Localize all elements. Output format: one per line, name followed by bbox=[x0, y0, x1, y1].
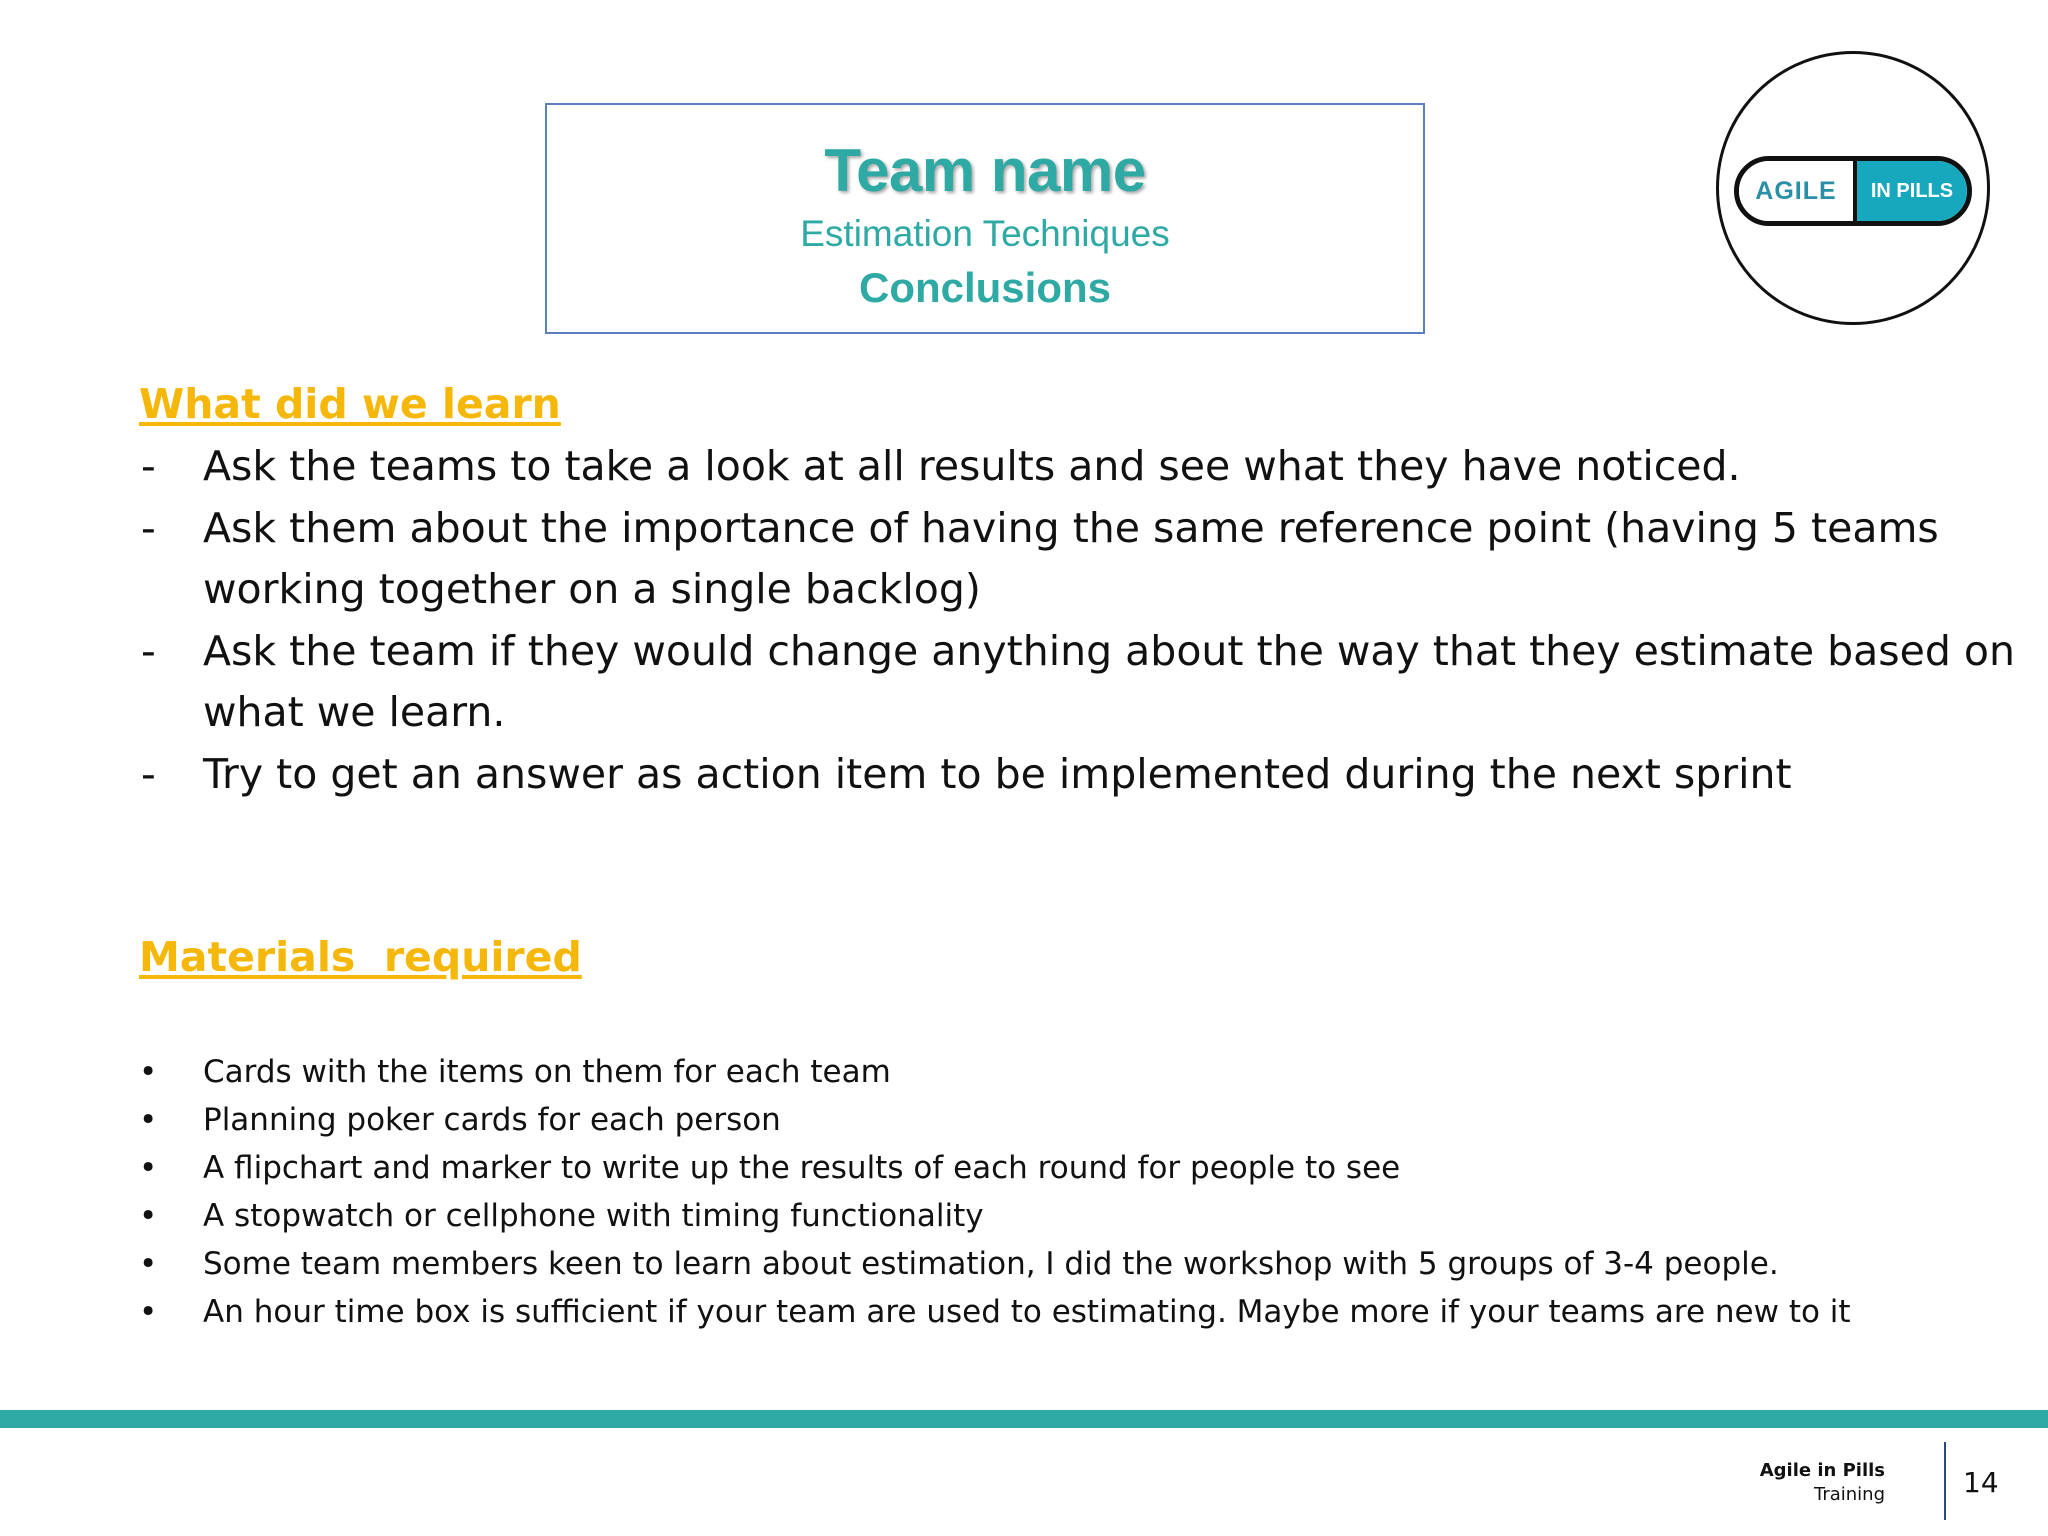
materials-item bbox=[139, 1096, 2019, 1144]
learn-item-text: Ask the teams to take a look at all results and see what they have noticed. bbox=[203, 442, 1741, 490]
footer-label: Training bbox=[1813, 1484, 1885, 1505]
learn-item bbox=[139, 498, 2019, 621]
materials-item-text: Cards with the items on them for each team bbox=[203, 1054, 891, 1090]
bullet-icon: • bbox=[139, 1054, 158, 1090]
materials-heading: Materials required bbox=[139, 933, 582, 981]
logo-left-text: AGILE bbox=[1739, 161, 1853, 221]
bullet-icon: • bbox=[139, 1246, 158, 1282]
bullet-icon: • bbox=[139, 1102, 158, 1138]
logo-right-text: IN PILLS bbox=[1853, 161, 1967, 221]
learn-heading: What did we learn bbox=[139, 380, 561, 428]
materials-item bbox=[139, 1288, 2019, 1336]
bullet-icon: • bbox=[139, 1294, 158, 1330]
materials-item-text: A stopwatch or cellphone with timing functionality bbox=[203, 1198, 984, 1234]
slide-section-title: Conclusions bbox=[858, 264, 1112, 311]
materials-item bbox=[139, 1192, 2019, 1240]
materials-item-text: Planning poker cards for each person bbox=[203, 1102, 781, 1138]
page-number: 14 bbox=[1963, 1466, 1999, 1499]
materials-item-text: Some team members keen to learn about estimation, I did the workshop with 5 groups of 3-4 people. bbox=[203, 1246, 1779, 1282]
dash-marker: - bbox=[141, 749, 156, 798]
footer-divider bbox=[1944, 1442, 1946, 1520]
slide-subtitle: Estimation Techniques bbox=[800, 213, 1170, 254]
learn-item-text: Ask them about the importance of having the same reference point (having 5 teams working together on a single backlog) bbox=[203, 503, 1939, 613]
footer-company: Agile in Pills bbox=[1759, 1460, 1885, 1481]
learn-list bbox=[139, 436, 2019, 805]
learn-item bbox=[139, 436, 2019, 498]
learn-item-text: Try to get an answer as action item to be implemented during the next sprint bbox=[203, 749, 1792, 798]
materials-item bbox=[139, 1048, 2019, 1096]
learn-item bbox=[139, 621, 2019, 744]
materials-item bbox=[139, 1240, 2019, 1288]
bullet-icon: • bbox=[139, 1198, 158, 1234]
dash-marker: - bbox=[141, 503, 156, 552]
materials-item-text: A flipchart and marker to write up the results of each round for people to see bbox=[203, 1150, 1401, 1186]
learn-item-text: Ask the team if they would change anything about the way that they estimate based on what we learn. bbox=[203, 626, 2015, 736]
bullet-icon: • bbox=[139, 1150, 158, 1186]
learn-item bbox=[139, 744, 2019, 806]
dash-marker: - bbox=[141, 442, 156, 490]
agile-in-pills-logo bbox=[1716, 51, 1990, 325]
title-box bbox=[545, 103, 1425, 334]
materials-item bbox=[139, 1144, 2019, 1192]
pill-logo-icon bbox=[1734, 156, 1972, 226]
footer-branding bbox=[1760, 1460, 1885, 1505]
footer-accent-bar bbox=[0, 1410, 2048, 1428]
slide-title: Team name bbox=[824, 137, 1146, 204]
dash-marker: - bbox=[141, 626, 156, 675]
materials-list bbox=[139, 1048, 2019, 1336]
materials-item-text: An hour time box is sufficient if your team are used to estimating. Maybe more if your teams are new to it bbox=[203, 1294, 1851, 1330]
